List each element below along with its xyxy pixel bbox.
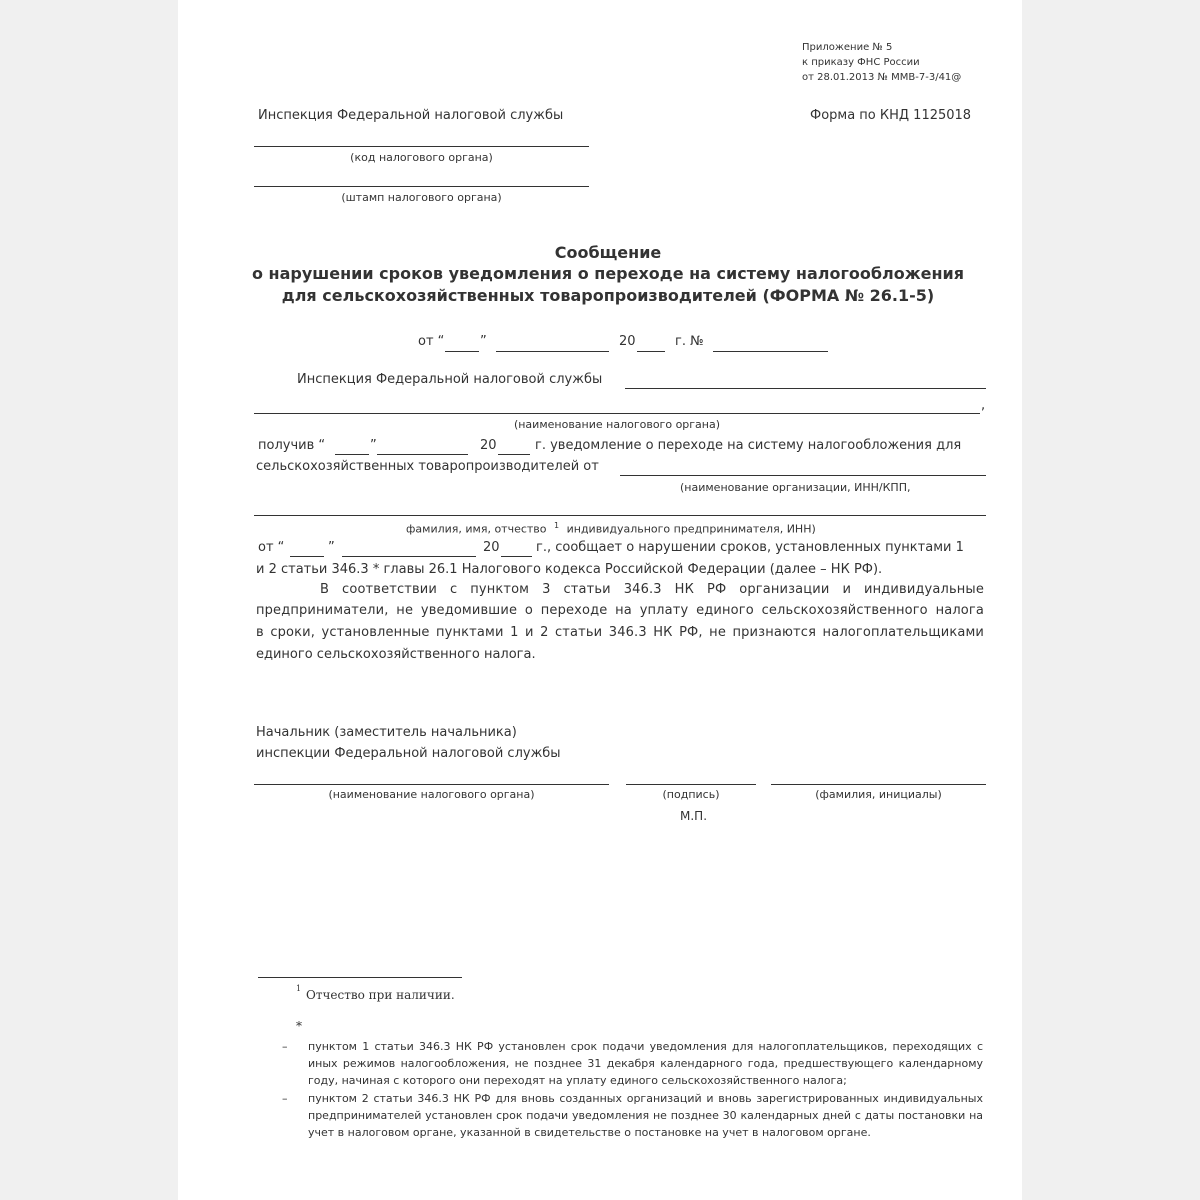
- appendix-line-1: Приложение № 5: [802, 42, 893, 53]
- articles-text: и 2 статьи 346.3 * главы 26.1 Налогового кодекса Российской Федерации (далее – НК РФ).: [256, 562, 883, 577]
- date-quote-close: ”: [480, 334, 487, 349]
- footnote-dash-1: –: [282, 1040, 288, 1053]
- signature-sign-caption: (подпись): [662, 788, 720, 801]
- producers-from: сельскохозяйственных товаропроизводителей от: [256, 459, 599, 474]
- seal-place: М.П.: [680, 809, 708, 823]
- date-from-label: от “: [418, 334, 445, 349]
- title-line-1: Сообщение: [554, 243, 662, 262]
- signature-title-2: инспекции Федеральной налоговой службы: [256, 746, 561, 761]
- header-inspection: Инспекция Федеральной налоговой службы: [258, 108, 564, 123]
- fio-footnote-ref: 1: [554, 521, 560, 530]
- reports-from-label: от “: [258, 540, 285, 555]
- reports-text: г., сообщает о нарушении сроков, установленных пунктами 1: [536, 540, 964, 555]
- received-prefix: получив “: [258, 438, 326, 453]
- footnote-item-2: пунктом 2 статьи 346.3 НК РФ для вновь созданных организаций и вновь зарегистрированных индивидуальных предпринимателей установлен срок подачи уведомления не позднее 30 календарных дней с даты постановки на учет в налоговом органе, указанной в свидетельстве о постановке на учет в налоговом органе.: [308, 1092, 983, 1139]
- paragraph-line-2: предприниматели, не уведомившие о переходе на уплату единого сельскохозяйственного налога: [256, 603, 984, 618]
- paragraph-line-1: В соответствии с пунктом 3 статьи 346.3 НК РФ организации и индивидуальные: [320, 582, 984, 597]
- reports-year-prefix: 20: [483, 540, 500, 555]
- organization-field[interactable]: [620, 475, 986, 476]
- doc-number-field[interactable]: [713, 351, 828, 352]
- date-year-prefix: 20: [619, 334, 636, 349]
- tax-code-caption: (код налогового органа): [350, 151, 493, 164]
- received-quote-close: ”: [370, 438, 377, 453]
- footnote-separator: [258, 977, 462, 978]
- reports-year-field[interactable]: [501, 556, 532, 557]
- signature-name-caption: (фамилия, инициалы): [815, 788, 942, 801]
- signature-org-caption: (наименование налогового органа): [328, 788, 535, 801]
- footnote-1-number: 1: [296, 984, 302, 993]
- organization-field-2[interactable]: [254, 515, 986, 516]
- inspection-label: Инспекция Федеральной налоговой службы: [297, 372, 603, 387]
- organization-caption: (наименование организации, ИНН/КПП,: [680, 481, 911, 494]
- document-page: [178, 0, 1022, 1200]
- inspection-name-field[interactable]: [625, 388, 986, 389]
- date-day-field[interactable]: [445, 351, 479, 352]
- fio-caption-text-2: индивидуального предпринимателя, ИНН): [566, 522, 816, 536]
- title-line-2: о нарушении сроков уведомления о переходе на систему налогообложения: [251, 264, 965, 283]
- received-month-field[interactable]: [377, 454, 468, 455]
- fio-caption: [406, 521, 816, 536]
- date-number-label: г. №: [675, 334, 704, 349]
- form-knd: Форма по КНД 1125018: [810, 108, 972, 123]
- reports-month-field[interactable]: [342, 556, 476, 557]
- reports-day-field[interactable]: [290, 556, 324, 557]
- signature-sign-field[interactable]: [626, 784, 756, 785]
- received-day-field[interactable]: [335, 454, 369, 455]
- tax-code-line: [254, 146, 589, 147]
- received-year-field[interactable]: [498, 454, 530, 455]
- date-month-field[interactable]: [496, 351, 609, 352]
- signature-name-field[interactable]: [771, 784, 986, 785]
- inspection-name-caption: (наименование налогового органа): [513, 418, 721, 431]
- inspection-name-field-2[interactable]: [254, 413, 980, 414]
- stamp-caption: (штамп налогового органа): [341, 191, 502, 204]
- paragraph-line-4: единого сельскохозяйственного налога.: [256, 647, 536, 662]
- reports-quote-close: ”: [328, 540, 335, 555]
- title-line-3: для сельскохозяйственных товаропроизводителей (ФОРМА № 26.1-5): [281, 286, 935, 305]
- footnote-star: *: [296, 1019, 302, 1033]
- footnote-1-text: Отчество при наличии.: [306, 988, 455, 1002]
- appendix-line-2: к приказу ФНС России: [802, 57, 920, 68]
- footnote-item-1: пунктом 1 статьи 346.3 НК РФ установлен срок подачи уведомления для налогоплательщиков, переходящих с иных режимов налогообложения, не позднее 31 декабря календарного года, предшествующего календарному году, начиная с которого они переходят на уплату единого сельскохозяйственного налога;: [308, 1040, 983, 1087]
- signature-org-field[interactable]: [254, 784, 609, 785]
- paragraph-line-3: в сроки, установленные пунктами 1 и 2 статьи 346.3 НК РФ, не признаются налогоплательщиками: [256, 625, 984, 640]
- footnote-dash-2: –: [282, 1092, 288, 1105]
- appendix-line-3: от 28.01.2013 № ММВ-7-3/41@: [802, 72, 962, 83]
- received-suffix: г. уведомление о переходе на систему налогообложения для: [535, 438, 962, 453]
- received-year-prefix: 20: [480, 438, 497, 453]
- inspection-comma: ,: [981, 398, 986, 413]
- stamp-line: [254, 186, 589, 187]
- signature-title-1: Начальник (заместитель начальника): [256, 725, 517, 740]
- fio-caption-text: фамилия, имя, отчество: [406, 522, 547, 536]
- date-year-field[interactable]: [637, 351, 665, 352]
